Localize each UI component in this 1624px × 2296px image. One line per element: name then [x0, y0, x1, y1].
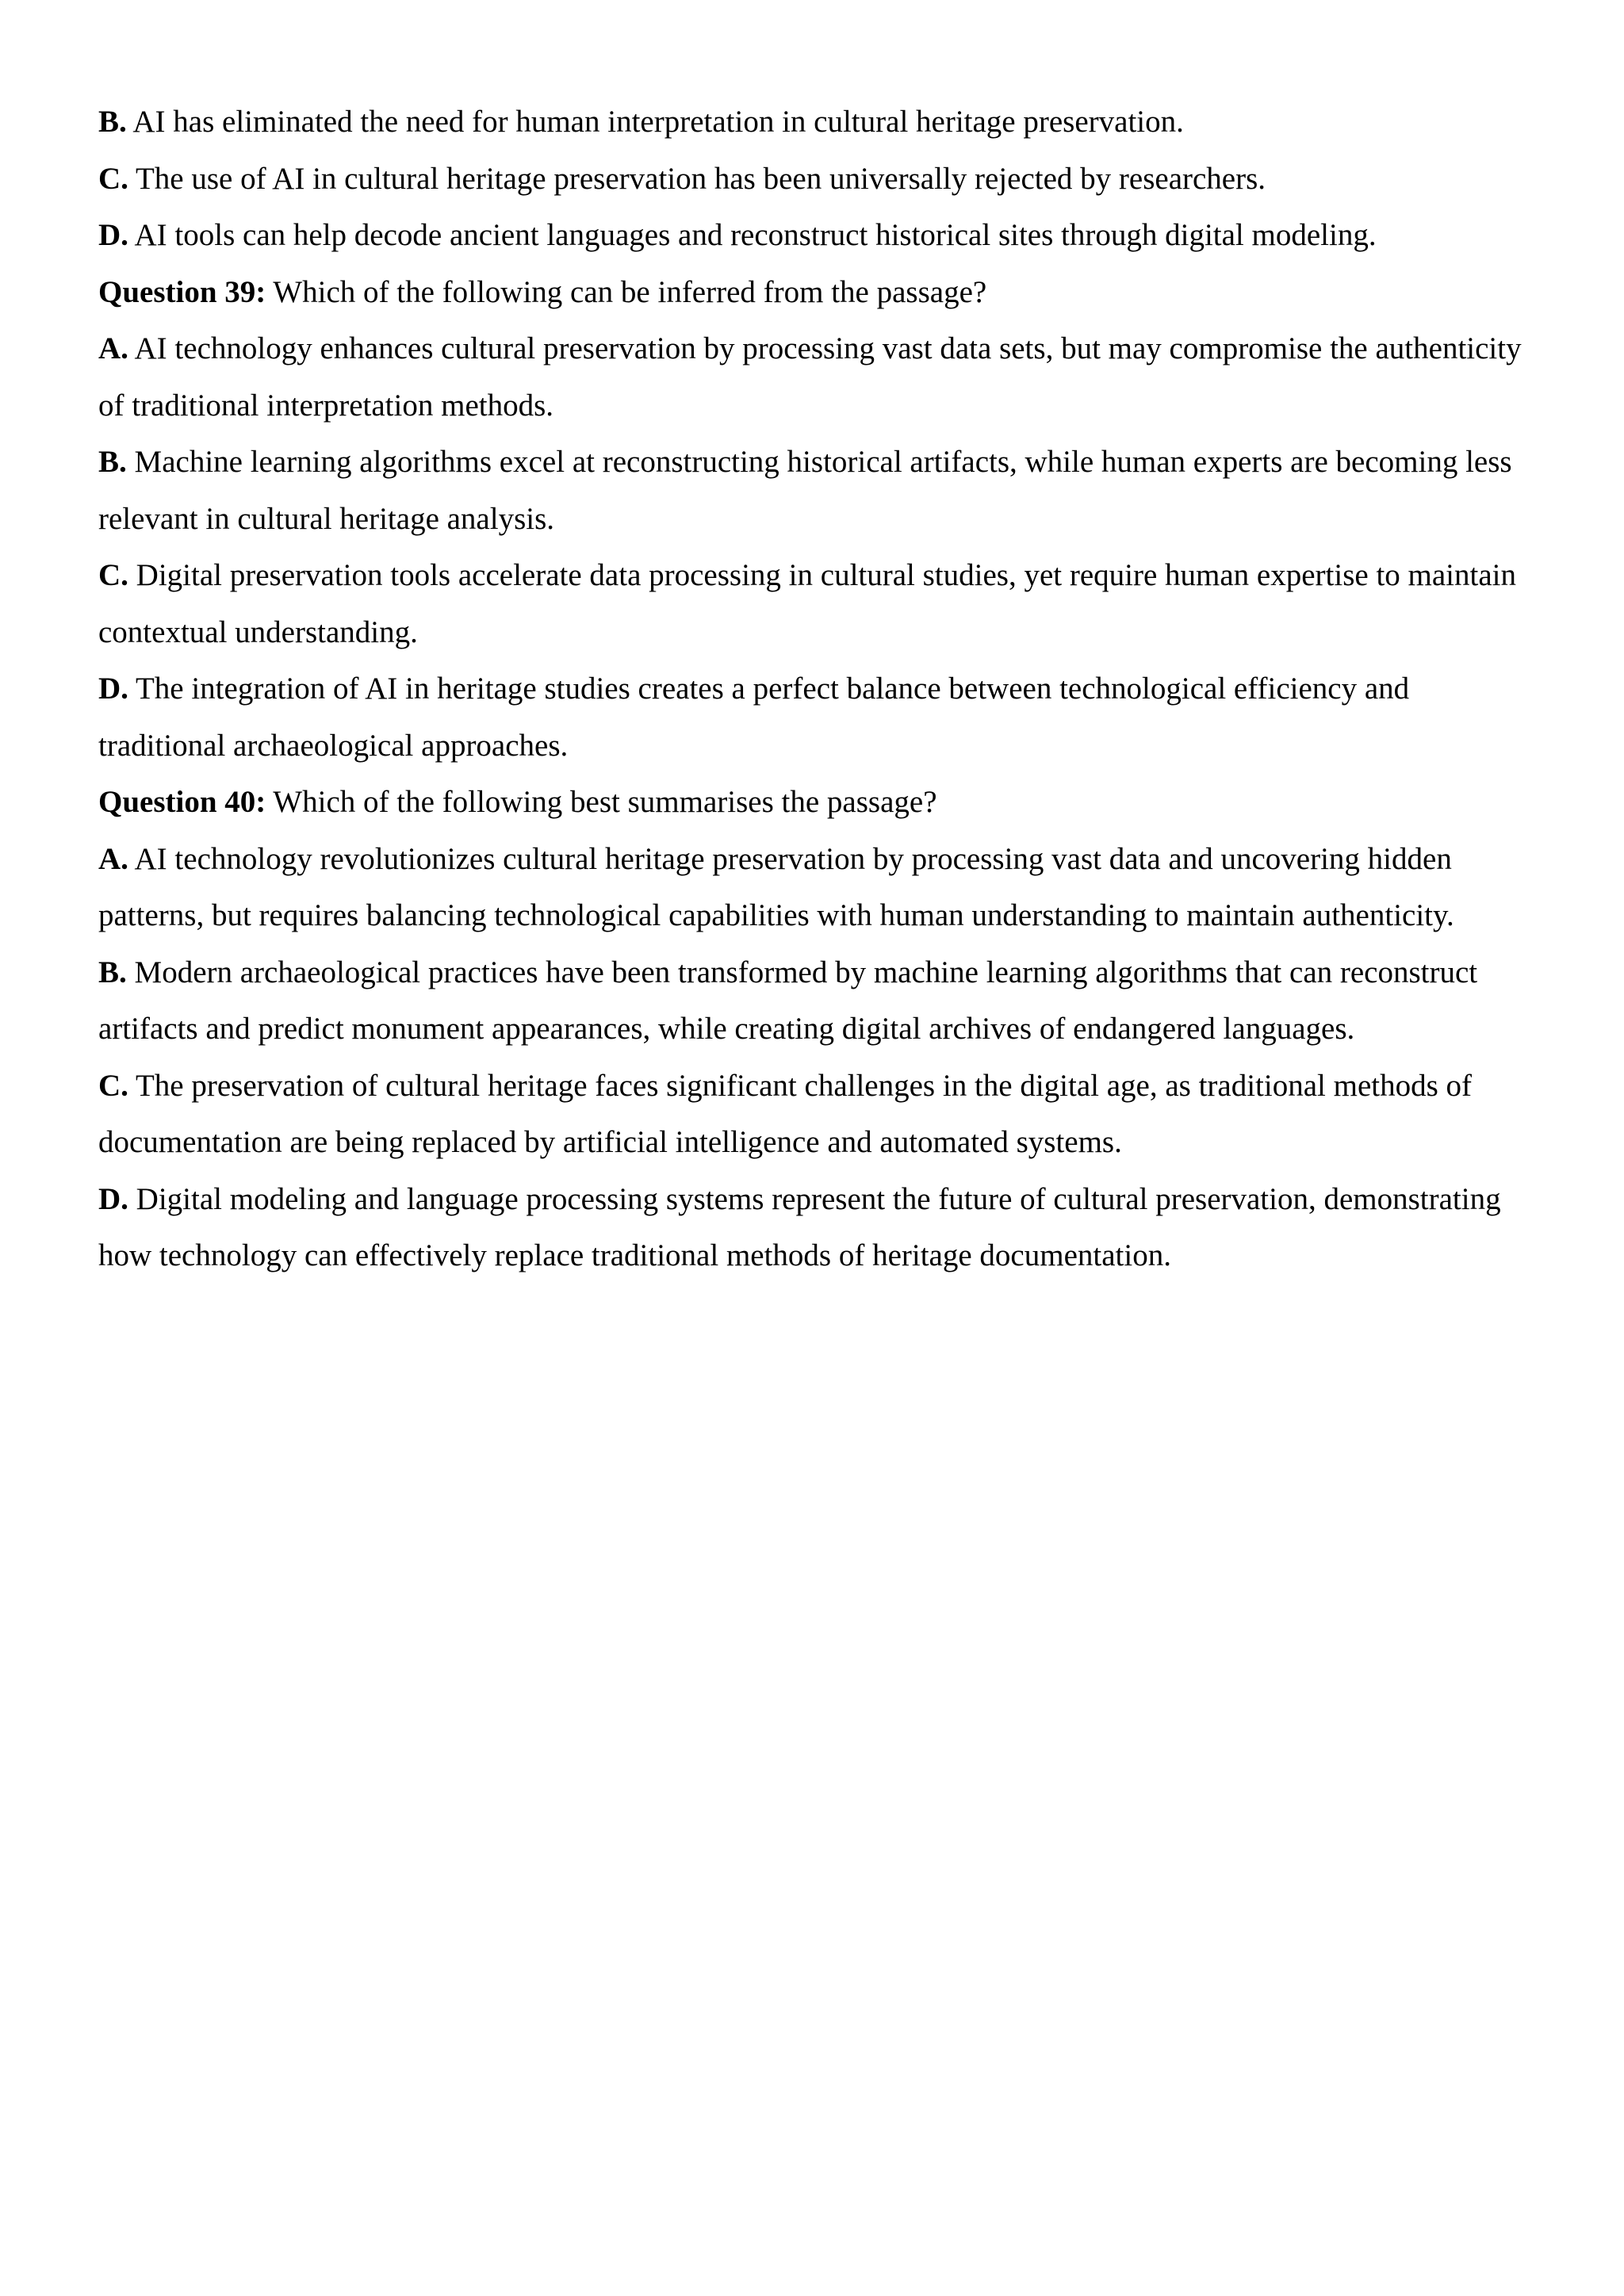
q39-option-b — [98, 434, 1542, 547]
option-letter: C. — [98, 1068, 128, 1103]
option-letter: A. — [98, 331, 128, 365]
q40-option-a — [98, 831, 1542, 944]
option-letter: B. — [98, 955, 127, 989]
question-label: Question 39: — [98, 274, 266, 309]
q38-option-b — [98, 94, 1542, 151]
option-text: AI technology revolutionizes cultural heritage preservation by processing vast data and uncovering hidden patterns, but requires balancing technological capabilities with human understanding to maintain authenticity. — [98, 841, 1454, 932]
option-text: The use of AI in cultural heritage preservation has been universally rejected by researchers. — [128, 161, 1266, 196]
q38-option-d — [98, 207, 1542, 264]
option-text: AI has eliminated the need for human interpretation in cultural heritage preservation. — [126, 105, 1184, 139]
option-text: Digital modeling and language processing systems represent the future of cultural preservation, demonstrating how technology can effectively replace traditional methods of heritage documentation. — [98, 1181, 1501, 1272]
option-text: AI tools can help decode ancient languages and reconstruct historical sites through digital modeling. — [128, 218, 1377, 252]
option-letter: C. — [98, 558, 128, 592]
option-text: The integration of AI in heritage studies creates a perfect balance between technological efficiency and traditional archaeological approaches. — [98, 672, 1410, 763]
q38-option-c — [98, 151, 1542, 208]
question-39-heading — [98, 264, 1542, 321]
document-page — [98, 94, 1542, 1284]
option-letter: B. — [98, 105, 127, 139]
question-label: Question 40: — [98, 785, 266, 819]
option-text: AI technology enhances cultural preservation by processing vast data sets, but may compromise the authenticity of traditional interpretation methods. — [98, 331, 1522, 423]
option-text: Modern archaeological practices have been transformed by machine learning algorithms that can reconstruct artifacts and predict monument appearances, while creating digital archives of endangered languages. — [98, 955, 1478, 1046]
q40-option-d — [98, 1171, 1542, 1284]
option-letter: D. — [98, 1181, 128, 1216]
question-40-heading — [98, 774, 1542, 831]
q39-option-a — [98, 320, 1542, 434]
q39-option-d — [98, 660, 1542, 774]
option-text: Digital preservation tools accelerate data processing in cultural studies, yet require human expertise to maintain contextual understanding. — [98, 558, 1516, 649]
option-letter: D. — [98, 218, 128, 252]
q40-option-c — [98, 1058, 1542, 1171]
question-prompt: Which of the following can be inferred from the passage? — [266, 274, 987, 309]
option-text: The preservation of cultural heritage faces significant challenges in the digital age, as traditional methods of documentation are being replaced by artificial intelligence and automated systems. — [98, 1068, 1473, 1159]
q39-option-c — [98, 547, 1542, 660]
option-letter: B. — [98, 445, 127, 479]
option-text: Machine learning algorithms excel at reconstructing historical artifacts, while human experts are becoming less relevant in cultural heritage analysis. — [98, 445, 1512, 536]
option-letter: C. — [98, 161, 128, 196]
question-prompt: Which of the following best summarises the passage? — [266, 785, 937, 819]
option-letter: D. — [98, 672, 128, 706]
q40-option-b — [98, 944, 1542, 1058]
option-letter: A. — [98, 841, 128, 876]
